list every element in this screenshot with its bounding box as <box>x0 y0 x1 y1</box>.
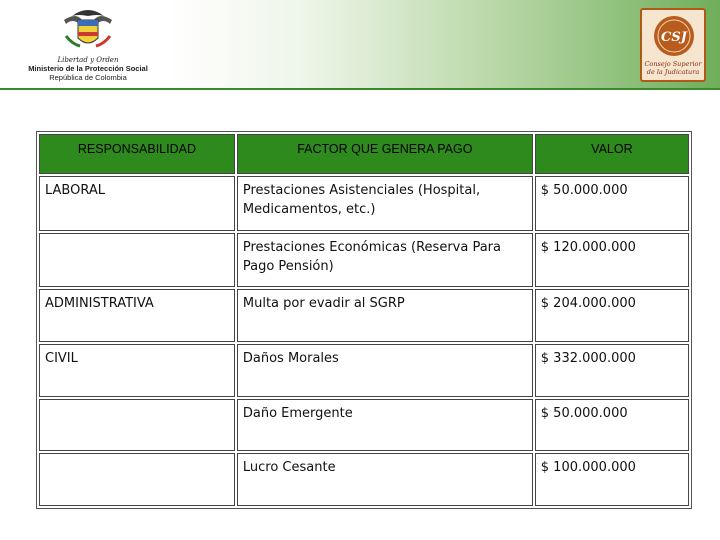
coat-of-arms-icon <box>58 6 118 54</box>
valor-cell: $ 50.000.000 <box>535 399 689 452</box>
csj-logo <box>640 8 706 82</box>
valor-cell: $ 120.000.000 <box>535 233 689 288</box>
csj-caption: Consejo Superior de la Judicatura <box>644 60 702 76</box>
responsabilidad-cell: CIVIL <box>39 344 235 397</box>
factor-cell: Daños Morales <box>237 344 533 397</box>
responsabilidad-cell <box>39 233 235 288</box>
header-banner <box>168 0 720 88</box>
valor-cell: $ 332.000.000 <box>535 344 689 397</box>
motto-text: Libertad y Orden <box>57 56 119 64</box>
csj-logo-text: CSJ <box>661 30 687 45</box>
valor-cell: $ 100.000.000 <box>535 453 689 506</box>
header-valor: VALOR <box>535 134 689 174</box>
factor-cell: Prestaciones Asistenciales (Hospital, Medicamentos, etc.) <box>237 176 533 231</box>
csj-seal-icon <box>652 14 696 58</box>
table-row <box>39 399 689 452</box>
table-row <box>39 176 689 231</box>
header-responsabilidad: RESPONSABILIDAD <box>39 134 235 174</box>
liability-table <box>36 131 692 509</box>
table-row <box>39 289 689 342</box>
factor-cell: Lucro Cesante <box>237 453 533 506</box>
header-factor: FACTOR QUE GENERA PAGO <box>237 134 533 174</box>
ministry-name: Ministerio de la Protección Social <box>28 64 148 73</box>
valor-cell: $ 50.000.000 <box>535 176 689 231</box>
responsabilidad-cell <box>39 399 235 452</box>
table-row <box>39 344 689 397</box>
table-row <box>39 453 689 506</box>
factor-cell: Prestaciones Económicas (Reserva Para Pago Pensión) <box>237 233 533 288</box>
responsabilidad-cell <box>39 453 235 506</box>
responsabilidad-cell: LABORAL <box>39 176 235 231</box>
table-row <box>39 233 689 288</box>
header-divider <box>0 88 720 90</box>
valor-cell: $ 204.000.000 <box>535 289 689 342</box>
factor-cell: Daño Emergente <box>237 399 533 452</box>
factor-cell: Multa por evadir al SGRP <box>237 289 533 342</box>
table-header-row <box>39 134 689 174</box>
republic-name: República de Colombia <box>49 73 127 82</box>
responsabilidad-cell: ADMINISTRATIVA <box>39 289 235 342</box>
